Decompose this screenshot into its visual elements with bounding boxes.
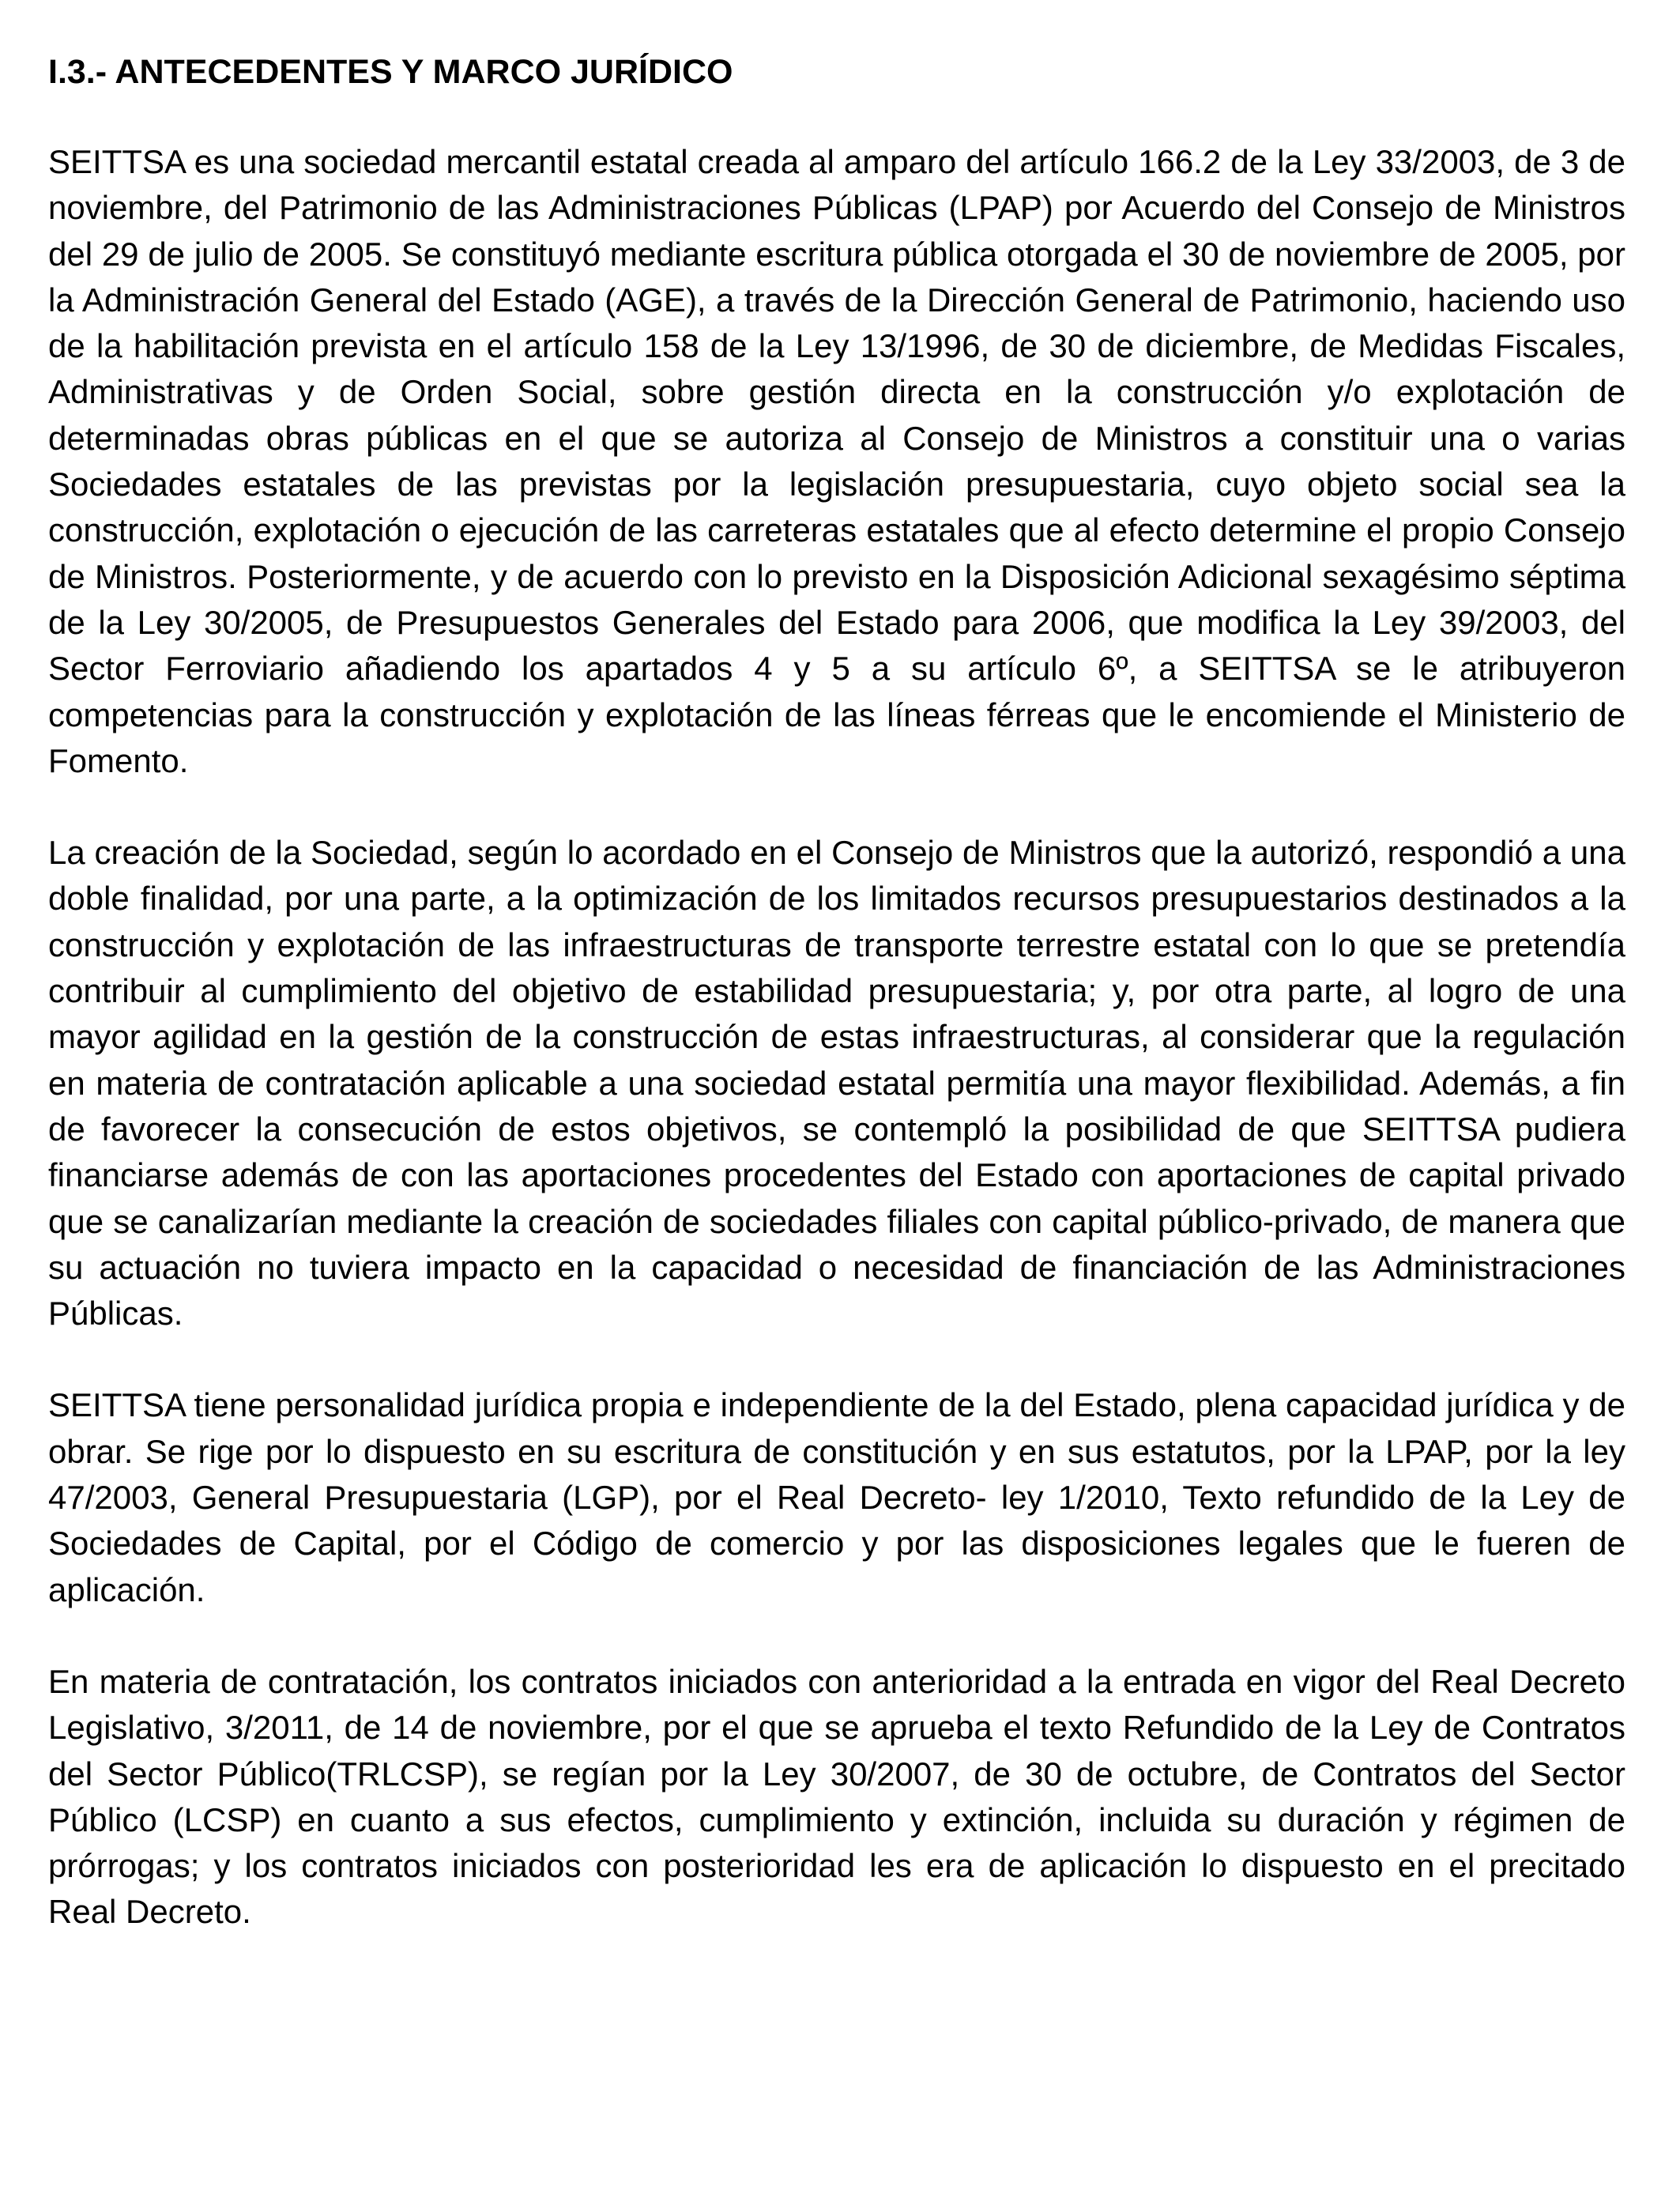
document-page (48, 49, 1625, 1981)
paragraph-regimen-juridico: SEITTSA tiene personalidad jurídica propia e independiente de la del Estado, plena capacidad jurídica y de obrar. Se rige por lo dispuesto en su escritura de constitución y en sus estatutos, por la LPAP, por la ley 47/2003, General Presupuestaria (LGP), por el Real Decreto- ley 1/2010, Texto refundido de la Ley de Sociedades de Capital, por el Código de comercio y por las disposiciones legales que le fueren de aplicación. (48, 1386, 1625, 1608)
paragraph-contratacion: En materia de contratación, los contratos iniciados con anterioridad a la entrada en vigor del Real Decreto Legislativo, 3/2011, de 14 de noviembre, por el que se aprueba el texto Refundido de la Ley de Contratos del Sector Público(TRLCSP), se regían por la Ley 30/2007, de 30 de octubre, de Contratos del Sector Público (LCSP) en cuanto a sus efectos, cumplimiento y extinción, incluida su duración y régimen de prórrogas; y los contratos iniciados con posterioridad les era de aplicación lo dispuesto en el precitado Real Decreto. (48, 1662, 1625, 1931)
section-heading: I.3.- ANTECEDENTES Y MARCO JURÍDICO (48, 53, 733, 91)
paragraph-finalidad: La creación de la Sociedad, según lo acordado en el Consejo de Ministros que la autorizó, respondió a una doble finalidad, por una parte, a la optimización de los limitados recursos presupuestarios destinados a la construcción y explotación de las infraestructuras de transporte terrestre estatal con lo que se pretendía contribuir al cumplimiento del objetivo de estabilidad presupuestaria; y, por otra parte, al logro de una mayor agilidad en la gestión de la construcción de estas infraestructuras, al considerar que la regulación en materia de contratación aplicable a una sociedad estatal permitía una mayor flexibilidad. Además, a fin de favorecer la consecución de estos objetivos, se contempló la posibilidad de que SEITTSA pudiera financiarse además de con las aportaciones procedentes del Estado con aportaciones de capital privado que se canalizarían mediante la creación de sociedades filiales con capital público-privado, de manera que su actuación no tuviera impacto en la capacidad o necesidad de financiación de las Administraciones Públicas. (48, 834, 1625, 1333)
paragraph-antecedentes: SEITTSA es una sociedad mercantil estatal creada al amparo del artículo 166.2 de la Ley 33/2003, de 3 de noviembre, del Patrimonio de las Administraciones Públicas (LPAP) por Acuerdo del Consejo de Ministros del 29 de julio de 2005. Se constituyó mediante escritura pública otorgada el 30 de noviembre de 2005, por la Administración General del Estado (AGE), a través de la Dirección General de Patrimonio, haciendo uso de la habilitación prevista en el artículo 158 de la Ley 13/1996, de 30 de diciembre, de Medidas Fiscales, Administrativas y de Orden Social, sobre gestión directa en la construcción y/o explotación de determinadas obras públicas en el que se autoriza al Consejo de Ministros a constituir una o varias Sociedades estatales de las previstas por la legislación presupuestaria, cuyo objeto social sea la construcción, explotación o ejecución de las carreteras estatales que al efecto determine el propio Consejo de Ministros. Posteriormente, y de acuerdo con lo previsto en la Disposición Adicional sexagésimo séptima de la Ley 30/2005, de Presupuestos Generales del Estado para 2006, que modifica la Ley 39/2003, del Sector Ferroviario añadiendo los apartados 4 y 5 a su artículo 6º, a SEITTSA se le atribuyeron competencias para la construcción y explotación de las líneas férreas que le encomiende el Ministerio de Fomento. (48, 143, 1625, 779)
